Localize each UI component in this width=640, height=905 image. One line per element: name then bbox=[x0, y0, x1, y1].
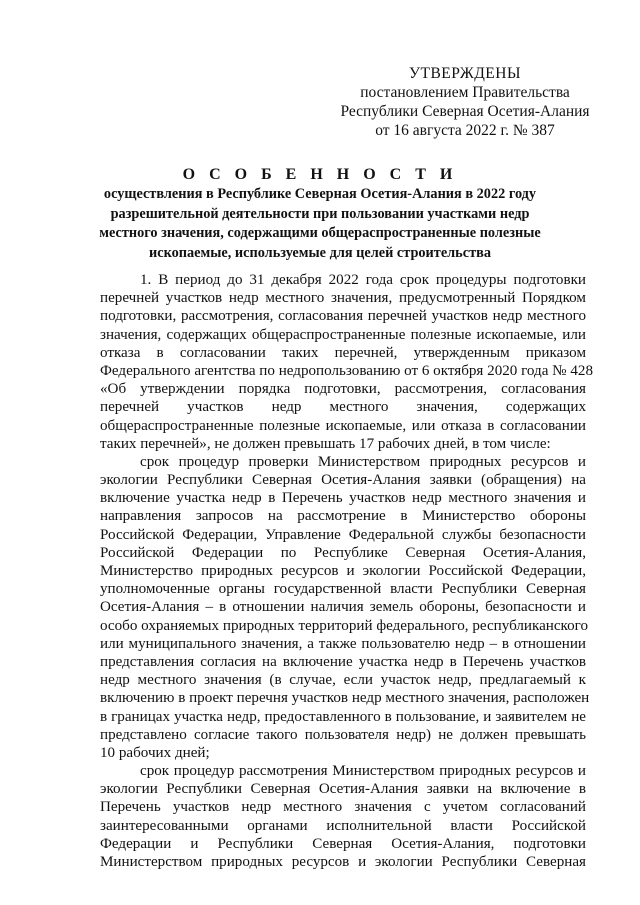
text-line: общераспространенные полезные ископаемые, или отказа в согласовании bbox=[100, 417, 586, 434]
text-line: таких перечней», не должен превышать 17 рабочих дней, в том числе: bbox=[100, 435, 551, 452]
subtitle-line: осуществления в Республике Северная Осетия-Алания в 2022 году bbox=[103, 186, 537, 202]
text-line: уполномоченные органы государственной власти Республики Северная bbox=[100, 581, 586, 598]
document-subtitle bbox=[95, 185, 545, 263]
approval-line: постановлением Правительства bbox=[360, 84, 570, 101]
approval-date: от 16 августа 2022 г. № 387 bbox=[375, 122, 555, 139]
approval-line: Республики Северная Осетия-Алания bbox=[340, 103, 590, 120]
text-line: 1. В период до 31 декабря 2022 года срок процедуры подготовки bbox=[140, 272, 586, 288]
text-line: экологии Республики Северная Осетия-Алания заявки (обращения) на bbox=[100, 472, 586, 489]
approval-heading: УТВЕРЖДЕНЫ bbox=[409, 65, 521, 82]
subtitle-line: местного значения, содержащими общераспространенные полезные bbox=[99, 225, 541, 241]
text-line: Российской Федерации по Республике Северная Осетия-Алания, bbox=[100, 544, 586, 561]
text-line: «Об утверждении порядка подготовки, рассмотрения, согласования bbox=[100, 381, 586, 398]
document-title: О С О Б Е Н Н О С Т И bbox=[182, 166, 458, 183]
text-line: перечней участков недр местного значения, содержащих bbox=[100, 399, 586, 416]
text-line: заинтересованными органами исполнительной власти Российской bbox=[100, 817, 586, 834]
text-line: или муниципального значения, а также пользователю недр – в отношении bbox=[100, 635, 586, 652]
text-line: срок процедур проверки Министерством природных ресурсов и bbox=[140, 453, 586, 470]
document-body bbox=[100, 271, 593, 871]
text-line: включению в проект перечня участков недр местного значения, расположен bbox=[100, 690, 590, 707]
paragraph-3 bbox=[100, 762, 586, 871]
text-line: представлено согласие такого пользователя недр) не должен превышать bbox=[100, 726, 586, 743]
subtitle-line: разрешительной деятельности при пользовании участками недр bbox=[110, 205, 530, 222]
text-line: Федерации и Республики Северная Осетия-Алания, подготовки bbox=[100, 835, 586, 852]
text-line: экологии Республики Северная Осетия-Алания заявки на включение в bbox=[100, 781, 586, 798]
text-line: недр местного значения (в случае, если участок недр, предлагаемый к bbox=[100, 672, 586, 689]
text-line: Перечень участков недр местного значения с учетом согласований bbox=[100, 799, 586, 816]
subtitle-line: ископаемые, используемые для целей строительства bbox=[149, 244, 491, 261]
text-line: срок процедур рассмотрения Министерством природных ресурсов и bbox=[140, 763, 586, 780]
text-line: представления согласия на включение участка недр в Перечень участков bbox=[100, 653, 586, 670]
text-line: особо охраняемых природных территорий федерального, республиканского bbox=[100, 617, 589, 634]
text-line: 10 рабочих дней; bbox=[100, 744, 210, 761]
text-line: включение участка недр в Перечень участков недр местного значения и bbox=[100, 490, 586, 507]
text-line: подготовки, рассмотрения, согласования перечней участков недр местного bbox=[100, 308, 586, 325]
text-line: направления запросов на рассмотрение в Министерство обороны bbox=[100, 508, 586, 525]
text-line: Министерством природных ресурсов и экологии Республики Северная bbox=[100, 854, 586, 870]
text-line: Федерального агентства по недропользованию от 6 октября 2020 года № 428 bbox=[100, 362, 593, 379]
text-line: значения, содержащих общераспространенные полезные ископаемые, или bbox=[100, 326, 586, 343]
text-line: перечней участков недр местного значения, предусмотренный Порядком bbox=[100, 290, 586, 307]
text-line: Российской Федерации, Управление Федеральной службы безопасности bbox=[100, 526, 586, 543]
approval-stamp bbox=[330, 64, 600, 140]
text-line: Министерство природных ресурсов и экологии Российской Федерации, bbox=[100, 563, 586, 579]
paragraph-2 bbox=[100, 453, 590, 762]
paragraph-1 bbox=[100, 271, 593, 453]
text-line: Осетия-Алания – в отношении наличия земель обороны, безопасности и bbox=[100, 599, 586, 616]
text-line: в границах участка недр, предоставленного в пользование, и заявителем не bbox=[100, 708, 586, 725]
text-line: отказа в согласовании таких перечней, утвержденным приказом bbox=[100, 344, 586, 361]
